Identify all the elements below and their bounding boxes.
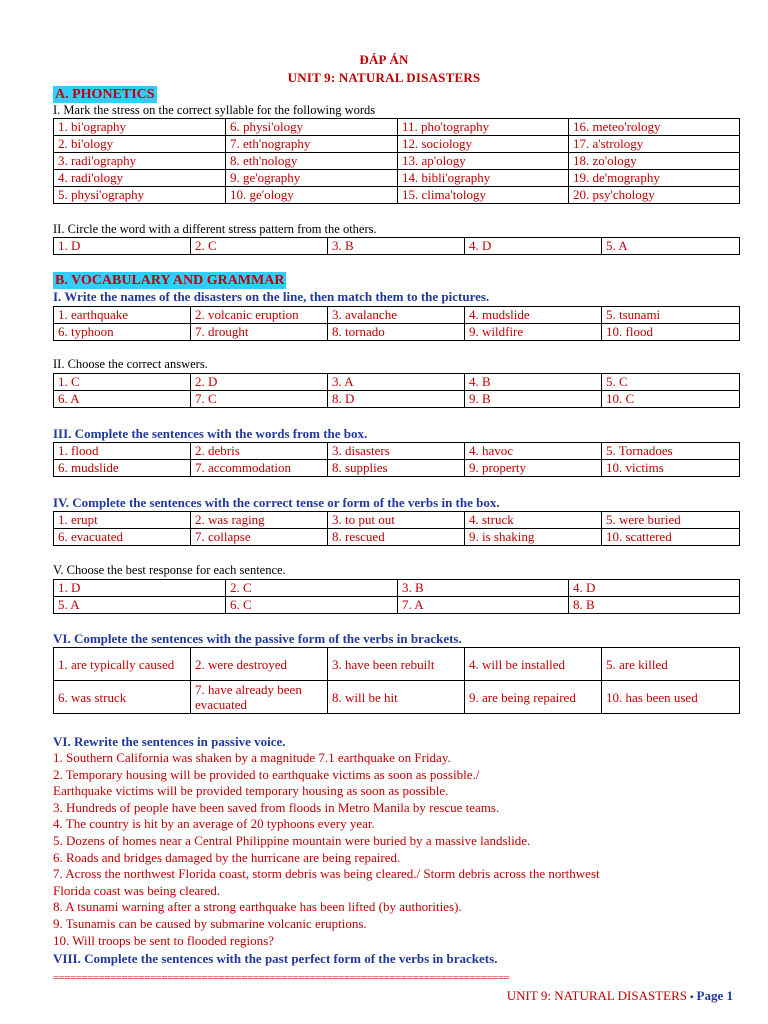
answer-cell: 7. accommodation: [191, 460, 328, 477]
phonetics-stress-table: [53, 118, 740, 204]
phonetics-instruction-1: I. Mark the stress on the correct syllable for the following words: [53, 103, 376, 117]
answer-cell: 5. Tornadoes: [602, 443, 740, 460]
answer-cell: 5. A: [602, 238, 740, 255]
table-row: [54, 374, 740, 391]
answer-cell: 6. C: [226, 597, 398, 614]
answer-cell: 8. will be hit: [328, 681, 465, 714]
footer-unit-title: UNIT 9: NATURAL DISASTERS: [506, 988, 687, 1003]
answer-cell: 5. tsunami: [602, 307, 740, 324]
vocab-instruction-8: VIII. Complete the sentences with the past perfect form of the verbs in brackets.: [53, 951, 498, 966]
table-row: [54, 460, 740, 477]
divider-line: ================================================================================: [53, 972, 510, 984]
answer-cell: 16. meteo'rology: [569, 119, 740, 136]
answer-line: 4. The country is hit by an average of 20 typhoons every year.: [53, 816, 375, 832]
answer-cell: 2. were destroyed: [191, 648, 328, 681]
answer-cell: 12. sociology: [398, 136, 569, 153]
answer-cell: 3. radi'ography: [54, 153, 226, 170]
answer-cell: 9. is shaking: [465, 529, 602, 546]
answer-cell: 6. mudslide: [54, 460, 191, 477]
answer-cell: 7. have already been evacuated: [191, 681, 328, 714]
answer-cell: 8. eth'nology: [226, 153, 398, 170]
answer-cell: 8. B: [569, 597, 740, 614]
answer-cell: 13. ap'ology: [398, 153, 569, 170]
answer-cell: 5. were buried: [602, 512, 740, 529]
answer-cell: 10. victims: [602, 460, 740, 477]
vocab-instruction-5: V. Choose the best response for each sentence.: [53, 563, 286, 577]
answer-cell: 1. D: [54, 238, 191, 255]
answer-cell: 10. flood: [602, 324, 740, 341]
vocab-instruction-2: II. Choose the correct answers.: [53, 357, 208, 371]
answer-line: 3. Hundreds of people have been saved from floods in Metro Manila by rescue teams.: [53, 799, 500, 815]
section-b-heading: B. VOCABULARY AND GRAMMAR: [55, 273, 285, 288]
answer-cell: 9. B: [465, 391, 602, 408]
answer-cell: 6. evacuated: [54, 529, 191, 546]
vocab-instruction-4: IV. Complete the sentences with the correct tense or form of the verbs in the box.: [53, 495, 500, 510]
answer-line: Earthquake victims will be provided temporary housing as soon as possible.: [53, 783, 449, 799]
answer-cell: 6. was struck: [54, 681, 191, 714]
answer-cell: 4. radi'ology: [54, 170, 226, 187]
answer-line: 7. Across the northwest Florida coast, storm debris was being cleared./ Storm debris across the northwest: [53, 866, 600, 882]
verb-form-table: [53, 511, 740, 546]
answer-cell: 2. was raging: [191, 512, 328, 529]
answer-line: 8. A tsunami warning after a strong earthquake has been lifted (by authorities).: [53, 899, 462, 915]
answer-cell: 6. A: [54, 391, 191, 408]
table-row: [54, 681, 740, 714]
table-row: [54, 443, 740, 460]
answer-cell: 1. C: [54, 374, 191, 391]
answer-cell: 1. earthquake: [54, 307, 191, 324]
answer-cell: 1. D: [54, 580, 226, 597]
answer-cell: 8. rescued: [328, 529, 465, 546]
answer-cell: 3. B: [328, 238, 465, 255]
vocab-instruction-3: III. Complete the sentences with the words from the box.: [53, 426, 368, 441]
passive-rewrite-answers: [53, 750, 753, 949]
answer-cell: 9. ge'ography: [226, 170, 398, 187]
table-row: [54, 187, 740, 204]
table-row: [54, 170, 740, 187]
answer-cell: 7. C: [191, 391, 328, 408]
answer-cell: 3. disasters: [328, 443, 465, 460]
table-row: [54, 119, 740, 136]
answer-cell: 2. C: [226, 580, 398, 597]
table-row: [54, 307, 740, 324]
answer-line: 10. Will troops be sent to flooded regions?: [53, 932, 274, 948]
answer-cell: 2. bi'ology: [54, 136, 226, 153]
table-row: [54, 529, 740, 546]
answer-cell: 17. a'strology: [569, 136, 740, 153]
page-footer: [507, 988, 733, 1004]
answer-cell: 5. C: [602, 374, 740, 391]
answer-cell: 18. zo'ology: [569, 153, 740, 170]
answer-cell: 4. D: [569, 580, 740, 597]
answer-cell: 4. will be installed: [465, 648, 602, 681]
answer-cell: 9. property: [465, 460, 602, 477]
answer-cell: 1. erupt: [54, 512, 191, 529]
answer-cell: 10. scattered: [602, 529, 740, 546]
table-row: [54, 597, 740, 614]
unit-title: UNIT 9: NATURAL DISASTERS: [287, 70, 481, 85]
answer-cell: 9. wildfire: [465, 324, 602, 341]
table-row: [54, 580, 740, 597]
answer-cell: 2. volcanic eruption: [191, 307, 328, 324]
answer-cell: 10. C: [602, 391, 740, 408]
answer-cell: 4. D: [465, 238, 602, 255]
answer-cell: 3. to put out: [328, 512, 465, 529]
answer-cell: 1. bi'ography: [54, 119, 226, 136]
answer-cell: 8. D: [328, 391, 465, 408]
best-response-table: [53, 579, 740, 614]
disaster-names-table: [53, 306, 740, 341]
answer-cell: 14. bibli'ography: [398, 170, 569, 187]
answer-cell: 7. eth'nography: [226, 136, 398, 153]
word-box-table: [53, 442, 740, 477]
answer-cell: 4. struck: [465, 512, 602, 529]
answer-cell: 7. drought: [191, 324, 328, 341]
stress-pattern-table: [53, 237, 740, 255]
vocab-instruction-1: I. Write the names of the disasters on the line, then match them to the pictures.: [53, 289, 490, 304]
answer-cell: 11. pho'tography: [398, 119, 569, 136]
footer-separator: ▪: [689, 992, 694, 1003]
answer-cell: 8. supplies: [328, 460, 465, 477]
answer-line: 2. Temporary housing will be provided to earthquake victims as soon as possible./: [53, 766, 480, 782]
answer-cell: 4. B: [465, 374, 602, 391]
answer-cell: 6. physi'ology: [226, 119, 398, 136]
answer-cell: 5. are killed: [602, 648, 740, 681]
answer-line: 5. Dozens of homes near a Central Philippine mountain were buried by a massive landslide.: [53, 832, 531, 848]
answer-key-title: ĐÁP ÁN: [359, 52, 409, 67]
answer-cell: 7. collapse: [191, 529, 328, 546]
answer-cell: 5. physi'ography: [54, 187, 226, 204]
answer-cell: 8. tornado: [328, 324, 465, 341]
correct-answers-table: [53, 373, 740, 408]
answer-cell: 4. mudslide: [465, 307, 602, 324]
vocab-instruction-7: VI. Rewrite the sentences in passive voice.: [53, 734, 286, 749]
phonetics-instruction-2: II. Circle the word with a different stress pattern from the others.: [53, 222, 377, 236]
answer-cell: 4. havoc: [465, 443, 602, 460]
answer-cell: 3. B: [398, 580, 569, 597]
table-row: [54, 324, 740, 341]
answer-cell: 2. D: [191, 374, 328, 391]
table-row: [54, 136, 740, 153]
answer-cell: 2. C: [191, 238, 328, 255]
answer-cell: 3. have been rebuilt: [328, 648, 465, 681]
answer-cell: 5. A: [54, 597, 226, 614]
answer-line: Florida coast was being cleared.: [53, 882, 221, 898]
answer-cell: 15. clima'tology: [398, 187, 569, 204]
table-row: [54, 153, 740, 170]
answer-line: 9. Tsunamis can be caused by submarine volcanic eruptions.: [53, 915, 367, 931]
answer-cell: 1. are typically caused: [54, 648, 191, 681]
answer-cell: 2. debris: [191, 443, 328, 460]
answer-line: 6. Roads and bridges damaged by the hurricane are being repaired.: [53, 849, 401, 865]
answer-line: 1. Southern California was shaken by a magnitude 7.1 earthquake on Friday.: [53, 750, 451, 765]
answer-cell: 19. de'mography: [569, 170, 740, 187]
table-row: [54, 512, 740, 529]
answer-cell: 9. are being repaired: [465, 681, 602, 714]
answer-cell: 20. psy'chology: [569, 187, 740, 204]
answer-cell: 6. typhoon: [54, 324, 191, 341]
answer-cell: 3. avalanche: [328, 307, 465, 324]
answer-cell: 1. flood: [54, 443, 191, 460]
table-row: [54, 238, 740, 255]
table-row: [54, 391, 740, 408]
passive-form-table: [53, 647, 740, 714]
section-a-heading: A. PHONETICS: [55, 87, 155, 102]
answer-cell: 7. A: [398, 597, 569, 614]
answer-cell: 10. has been used: [602, 681, 740, 714]
table-row: [54, 648, 740, 681]
answer-cell: 3. A: [328, 374, 465, 391]
vocab-instruction-6: VI. Complete the sentences with the passive form of the verbs in brackets.: [53, 631, 462, 646]
answer-cell: 10. ge'ology: [226, 187, 398, 204]
page-number: Page 1: [696, 988, 733, 1003]
